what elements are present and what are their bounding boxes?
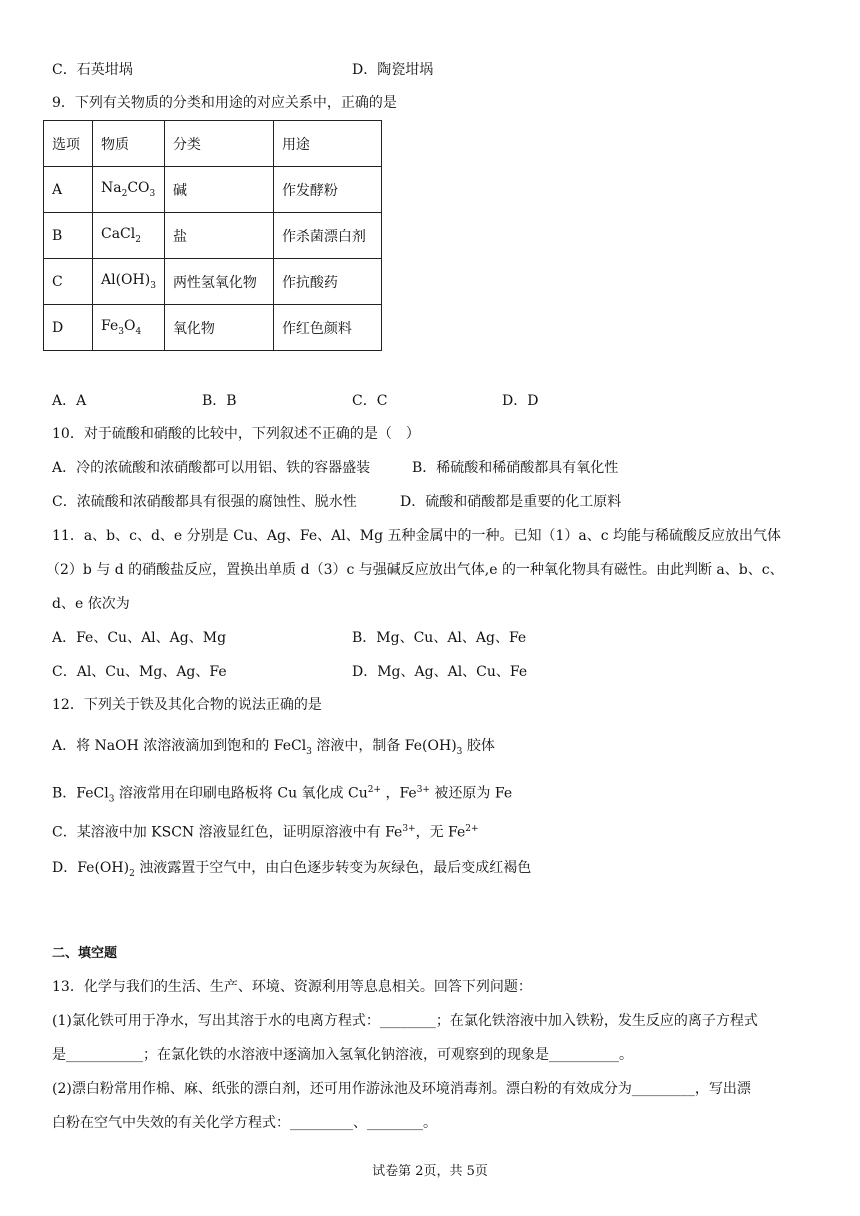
q11-stem-line3: d、e 依次为 (52, 596, 130, 612)
q8-option-d: D．陶瓷坩埚 (352, 62, 434, 78)
q10-option-b: B．稀硫酸和稀硝酸都具有氧化性 (412, 460, 619, 476)
table-cell-class: 碱 (164, 167, 273, 213)
q10-stem: 10．对于硫酸和硝酸的比较中，下列叙述不正确的是（ ） (52, 426, 420, 442)
table-row (44, 167, 382, 213)
q11-stem-line2: （2）b 与 d 的硝酸盐反应，置换出单质 d（3）c 与强碱反应放出气体,e 的一种氧化物具有磁性。由此判断 a、b、c、 (46, 562, 784, 578)
q9-stem: 9．下列有关物质的分类和用途的对应关系中，正确的是 (52, 95, 397, 111)
q10-option-a: A．冷的浓硫酸和浓硝酸都可以用铝、铁的容器盛装 (52, 460, 371, 476)
q13-part2-line2: 白粉在空气中失效的有关化学方程式：_________、________。 (52, 1115, 437, 1131)
table-header: 用途 (273, 121, 381, 167)
q12-option-a: A．将 NaOH 浓溶液滴加到饱和的 FeCl$_3$ 溶液中，制备 $Fe(OH)_3$ 胶体 (52, 738, 495, 757)
table-cell-substance: $Al(OH)_3$ (93, 259, 165, 305)
section-title: 二、填空题 (52, 946, 118, 961)
q9-table (43, 120, 382, 351)
table-cell-substance: CaCl$_2$ (93, 213, 165, 259)
q10-option-c: C．浓硫酸和浓硝酸都具有很强的腐蚀性、脱水性 (52, 494, 357, 510)
table-cell-option: D (44, 305, 93, 351)
q9-option-a: A．A (52, 393, 87, 409)
q9-option-b: B．B (202, 393, 237, 409)
q9-option-d: D．D (502, 393, 539, 409)
q12-option-d: D．$Fe(OH)_2$ 浊液露置于空气中，由白色逐步转变为灰绿色，最后变成红褐色 (52, 860, 532, 879)
table-cell-option: A (44, 167, 93, 213)
q13-stem: 13．化学与我们的生活、生产、环境、资源利用等息息相关。回答下列问题： (52, 979, 532, 995)
q9-option-c: C．C (352, 393, 388, 409)
q11-option-b: B．Mg、Cu、Al、Ag、Fe (352, 630, 527, 646)
q10-option-d: D．硫酸和硝酸都是重要的化工原料 (400, 494, 622, 510)
page-footer: 试卷第 2页，共 5页 (372, 1164, 488, 1179)
q12-option-c: C．某溶液中加 KSCN 溶液显红色，证明原溶液中有 $Fe^{3+}$，无 $Fe^{2+}$ (52, 824, 479, 841)
table-row (44, 213, 382, 259)
q12-stem: 12．下列关于铁及其化合物的说法正确的是 (52, 697, 322, 713)
table-cell-option: B (44, 213, 93, 259)
table-header: 分类 (164, 121, 273, 167)
table-cell-class: 氧化物 (164, 305, 273, 351)
table-header-row (44, 121, 382, 167)
q11-option-c: C．Al、Cu、Mg、Ag、Fe (52, 664, 227, 680)
table-cell-substance: $Fe_3O_4$ (93, 305, 165, 351)
table-cell-use: 作杀菌漂白剂 (273, 213, 381, 259)
q13-part2-line1: (2)漂白粉常用作棉、麻、纸张的漂白剂，还可用作游泳池及环境消毒剂。漂白粉的有效成分为_________，写出漂 (52, 1081, 751, 1097)
table-cell-class: 两性氢氧化物 (164, 259, 273, 305)
table-cell-use: 作抗酸药 (273, 259, 381, 305)
q13-part1-line1: (1)氯化铁可用于净水，写出其溶于水的电离方程式：________；在氯化铁溶液中加入铁粉，发生反应的离子方程式 (52, 1013, 758, 1029)
table-row (44, 259, 382, 305)
q11-option-d: D．Mg、Ag、Al、Cu、Fe (352, 664, 528, 680)
q12-option-b: B．FeCl$_3$ 溶液常用在印刷电路板将 Cu 氧化成 $Cu^{2+}$ ，$Fe^{3+}$ 被还原为 Fe (52, 785, 513, 805)
table-header: 物质 (93, 121, 165, 167)
q13-part1-line2: 是___________；在氯化铁的水溶液中逐滴加入氢氧化钠溶液，可观察到的现象是__________。 (52, 1047, 633, 1063)
table-cell-use: 作红色颜料 (273, 305, 381, 351)
table-row (44, 305, 382, 351)
table-cell-use: 作发酵粉 (273, 167, 381, 213)
table-cell-option: C (44, 259, 93, 305)
q11-stem-line1: 11．a、b、c、d、e 分别是 Cu、Ag、Fe、Al、Mg 五种金属中的一种。已知（1）a、c 均能与稀硫酸反应放出气体 (52, 528, 782, 544)
table-header: 选项 (44, 121, 93, 167)
table-cell-class: 盐 (164, 213, 273, 259)
q11-option-a: A．Fe、Cu、Al、Ag、Mg (52, 630, 227, 646)
q8-option-c: C．石英坩埚 (52, 62, 133, 78)
table-cell-substance: $Na_2CO_3$ (93, 167, 165, 213)
